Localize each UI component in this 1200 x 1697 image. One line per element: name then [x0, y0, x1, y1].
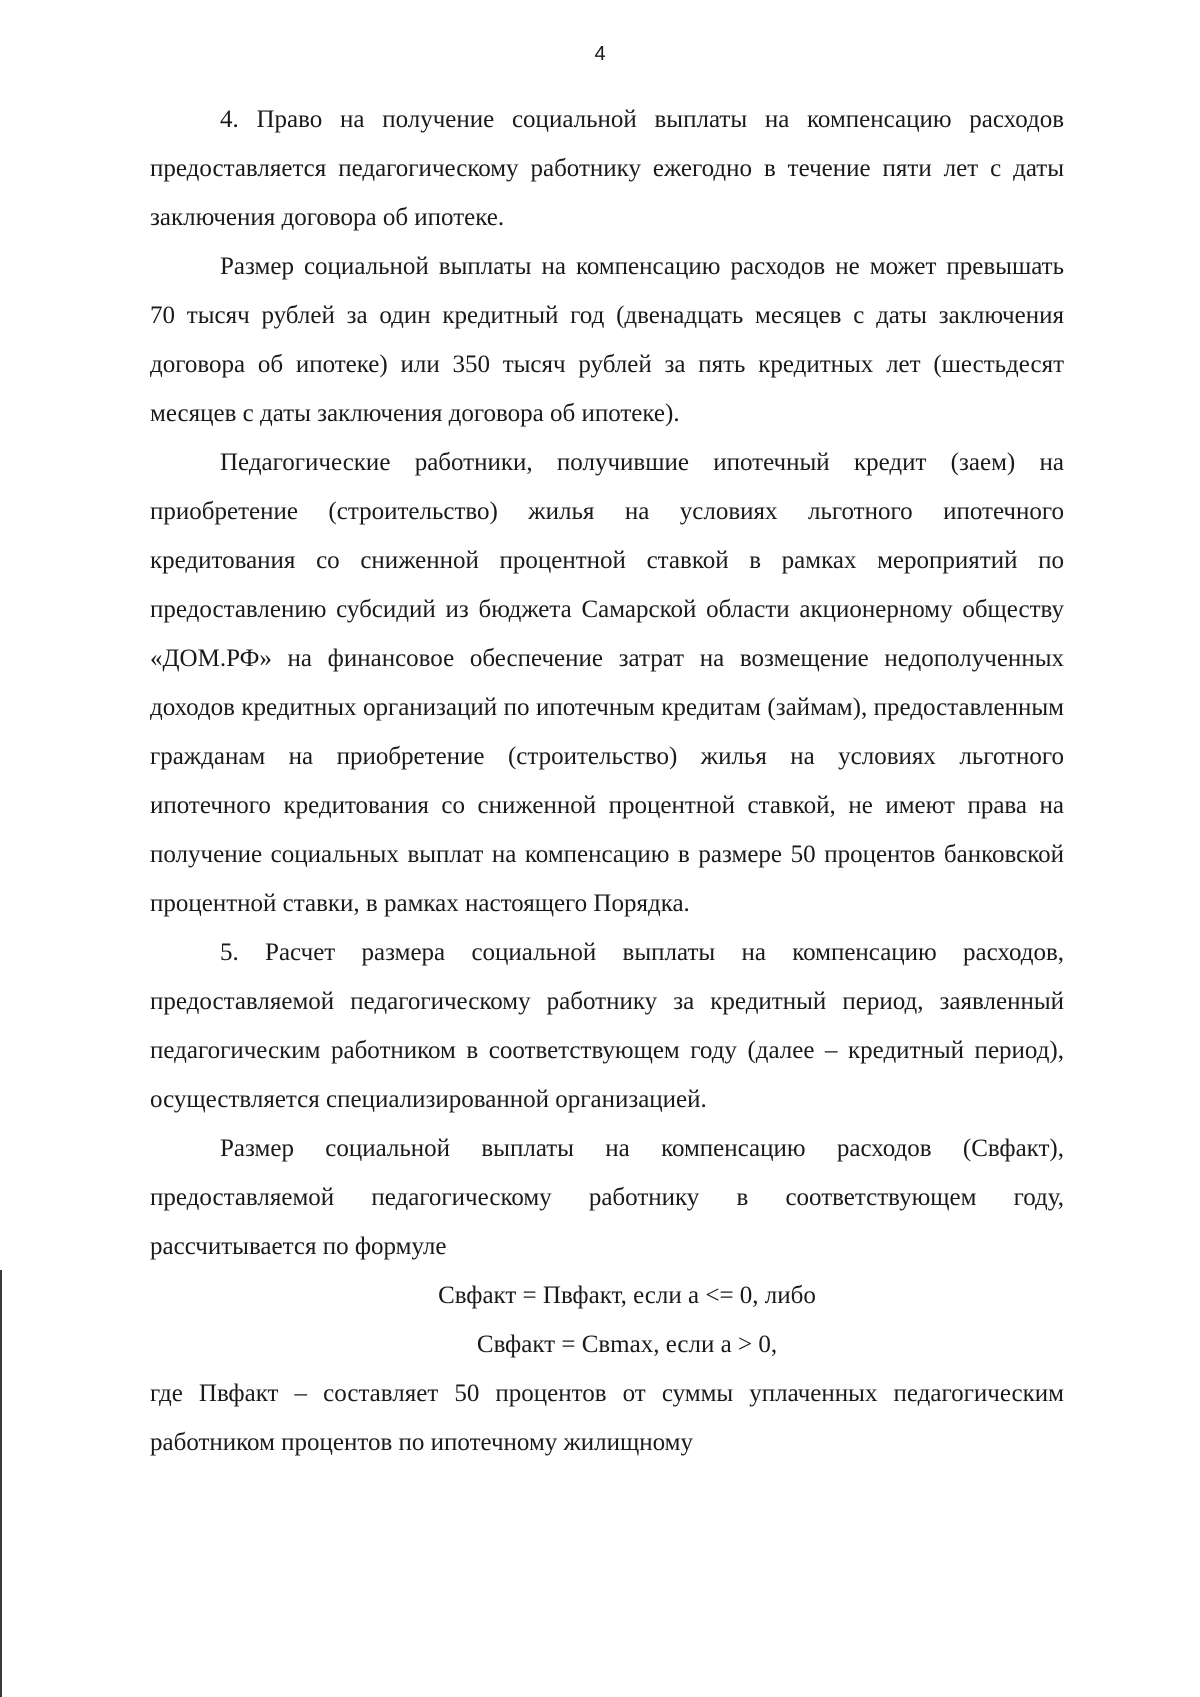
- formula-line-1: Свфакт = Пвфакт, если а <= 0, либо: [438, 1282, 816, 1309]
- paragraph-formula-definition: где Пвфакт – составляет 50 процентов от суммы уплаченных педагогическим работником процентов по ипотечному жилищному: [150, 1380, 1064, 1456]
- paragraph-item-5-calculation: 5. Расчет размера социальной выплаты на компенсацию расходов, предоставляемой педагогическому работнику за кредитный период, заявленный педагогическим работником в соответствующем году (далее – кредитный период), осуществляется специализированной организацией.: [150, 939, 1064, 1113]
- paragraph-item-4-right: 4. Право на получение социальной выплаты на компенсацию расходов предоставляется педагогическому работнику ежегодно в течение пяти лет с даты заключения договора об ипотеке.: [150, 106, 1064, 231]
- formula-line-2: Свфакт = Свmax, если а > 0,: [476, 1331, 778, 1358]
- paragraph-payment-limit: Размер социальной выплаты на компенсацию расходов не может превышать 70 тысяч рублей за один кредитный год (двенадцать месяцев с даты заключения договора об ипотеке) или 350 тысяч рублей за пять кредитных лет (шестьдесят месяцев с даты заключения договора об ипотеке).: [150, 253, 1064, 427]
- page-number: 4: [594, 43, 606, 65]
- scan-edge-line: [0, 1270, 2, 1697]
- document-body: [150, 95, 1064, 1467]
- paragraph-preferential-mortgage-exclusion: Педагогические работники, получившие ипотечный кредит (заем) на приобретение (строительство) жилья на условиях льготного ипотечного кредитования со сниженной процентной ставкой в рамках мероприятий по предоставлению субсидий из бюджета Самарской области акционерному обществу «ДОМ.РФ» на финансовое обеспечение затрат на возмещение недополученных доходов кредитных организаций по ипотечным кредитам (займам), предоставленным гражданам на приобретение (строительство) жилья на условиях льготного ипотечного кредитования со сниженной процентной ставкой, не имеют права на получение социальных выплат на компенсацию в размере 50 процентов банковской процентной ставки, в рамках настоящего Порядка.: [150, 449, 1064, 917]
- paragraph-formula-intro: Размер социальной выплаты на компенсацию расходов (Свфакт), предоставляемой педагогическому работнику в соответствующем году, рассчитывается по формуле: [150, 1135, 1064, 1260]
